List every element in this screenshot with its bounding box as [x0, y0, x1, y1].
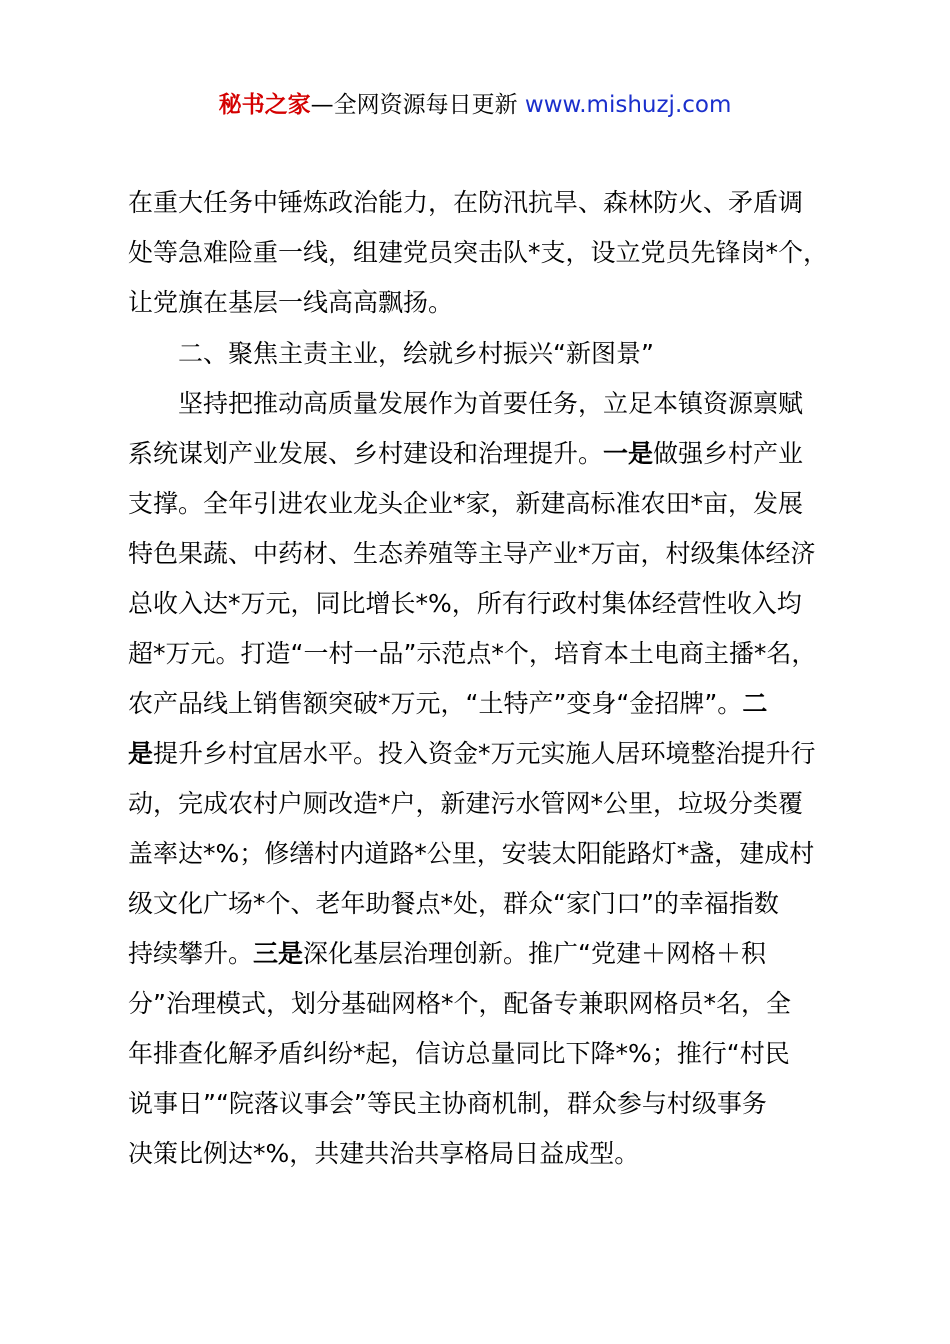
line-text: 提升乡村宜居水平。投入资金*万元实施人居环境整治提升行	[153, 739, 816, 768]
paragraph-line: 总收入达*万元，同比增长*%，所有行政村集体经营性收入均	[128, 589, 802, 618]
paragraph-line: 分”治理模式，划分基础网格*个，配备专兼职网格员*名，全	[128, 989, 791, 1018]
bold-marker: 二	[742, 689, 768, 718]
line-text: 做强乡村产业	[653, 439, 804, 468]
line-text: 农产品线上销售额突破*万元，“土特产”变身“金招牌”。	[128, 689, 743, 718]
paragraph-line: 处等急难险重一线，组建党员突击队*支，设立党员先锋岗*个，	[128, 238, 829, 267]
paragraph-line	[128, 429, 838, 479]
page-header	[0, 88, 950, 122]
paragraph-line: 超*万元。打造“一村一品”示范点*个，培育本土电商主播*名，	[128, 639, 817, 668]
paragraph-line: 级文化广场*个、老年助餐点*处，群众“家门口”的幸福指数	[128, 889, 779, 918]
header-tagline: —全网资源每日更新	[310, 92, 518, 118]
paragraph-line: 坚持把推动高质量发展作为首要任务，立足本镇资源禀赋	[178, 389, 804, 418]
paragraph-line: 年排查化解矛盾纠纷*起，信访总量同比下降*%；推行“村民	[128, 1039, 790, 1068]
paragraph-line: 盖率达*%；修缮村内道路*公里，安装太阳能路灯*盏，建成村	[128, 839, 815, 868]
paragraph-line: 在重大任务中锤炼政治能力，在防汛抗旱、森林防火、矛盾调	[128, 188, 804, 217]
paragraph-line: 决策比例达*%，共建共治共享格局日益成型。	[128, 1139, 640, 1168]
site-url-link[interactable]: www.mishuzj.com	[524, 92, 732, 118]
line-text: 持续攀升。	[128, 939, 254, 968]
section-heading: 二、聚焦主责主业，绘就乡村振兴“新图景”	[178, 339, 654, 368]
bold-marker: 一是	[603, 439, 654, 468]
document-body	[128, 178, 838, 1179]
paragraph-line	[128, 679, 838, 729]
paragraph-line: 动，完成农村户厕改造*户，新建污水管网*公里，垃圾分类覆	[128, 789, 804, 818]
paragraph-line: 说事日”“院落议事会”等民主协商机制，群众参与村级事务	[128, 1089, 767, 1118]
paragraph-line	[128, 929, 838, 979]
paragraph-line	[128, 729, 838, 779]
brand-name: 秘书之家	[218, 92, 311, 118]
paragraph-line: 特色果蔬、中药材、生态养殖等主导产业*万亩，村级集体经济	[128, 539, 816, 568]
line-text: 系统谋划产业发展、乡村建设和治理提升。	[128, 439, 604, 468]
bold-marker: 是	[128, 739, 154, 768]
paragraph-line: 支撑。全年引进农业龙头企业*家，新建高标准农田*亩，发展	[128, 489, 804, 518]
paragraph-line: 让党旗在基层一线高高飘扬。	[128, 288, 454, 317]
bold-marker: 三是	[253, 939, 304, 968]
line-text: 深化基层治理创新。推广“党建＋网格＋积	[303, 939, 766, 968]
